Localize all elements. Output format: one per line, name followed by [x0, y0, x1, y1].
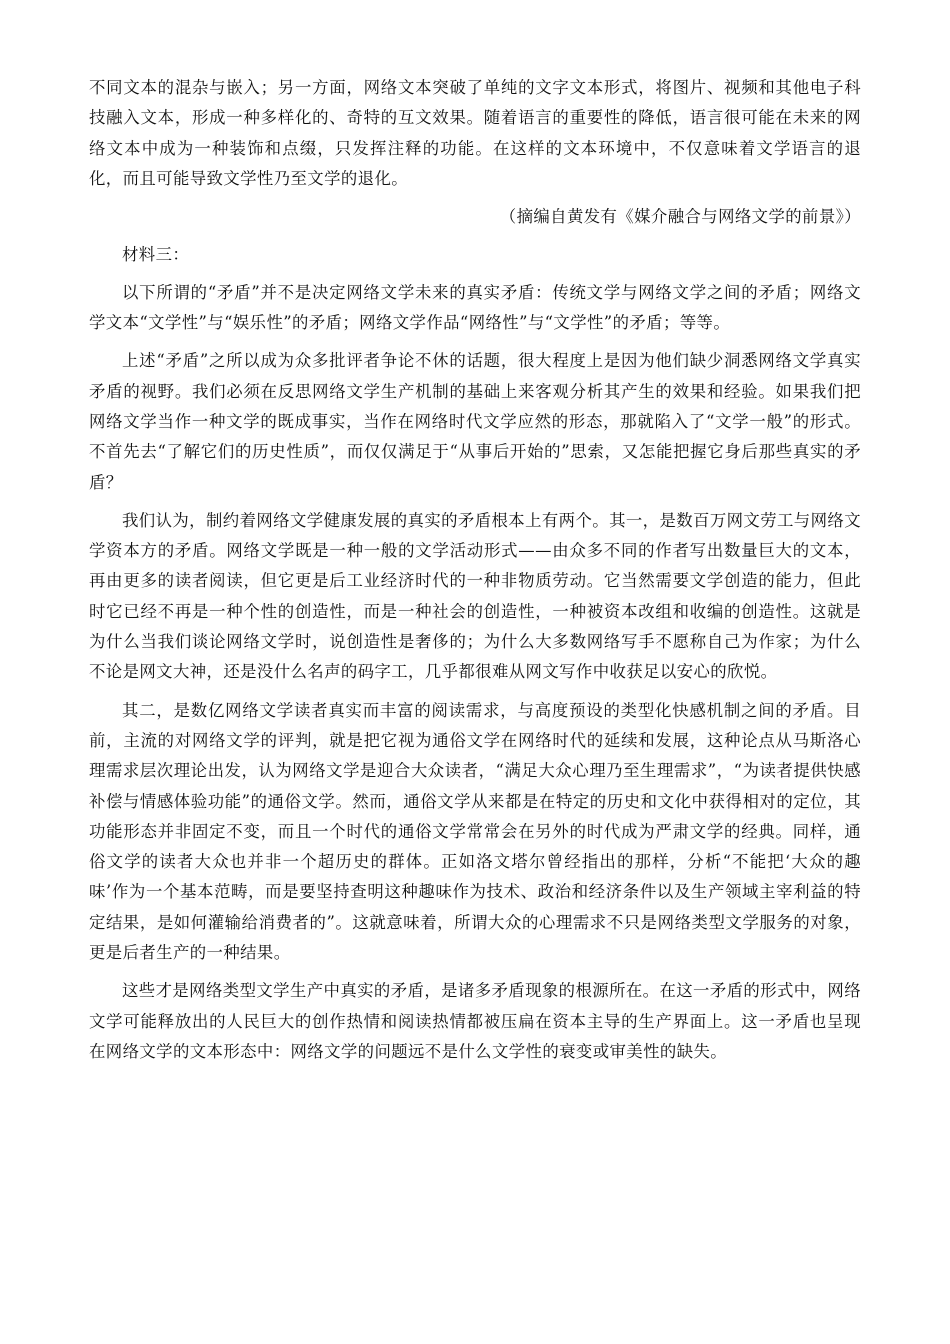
- body-paragraph-3: 我们认为，制约着网络文学健康发展的真实的矛盾根本上有两个。其一，是数百万网文劳工与网络文学资本方的矛盾。网络文学既是一种一般的文学活动形式——由众多不同的作者写出数量巨大的文本，再由更多的读者阅读，但它更是后工业经济时代的一种非物质劳动。它当然需要文学创造的能力，但此时它已经不再是一种个性的创造性，而是一种社会的创造性，一种被资本改组和收编的创造性。这就是为什么当我们谈论网络文学时，说创造性是奢侈的；为什么大多数网络写手不愿称自己为作家；为什么不论是网文大神，还是没什么名声的码字工，几乎都很难从网文写作中收获足以安心的欣悦。: [89, 510, 861, 682]
- body-paragraph-5: 这些才是网络类型文学生产中真实的矛盾，是诸多矛盾现象的根源所在。在这一矛盾的形式中，网络文学可能释放出的人民巨大的创作热情和阅读热情都被压扁在资本主导的生产界面上。这一矛盾也呈现在网络文学的文本形态中：网络文学的问题远不是什么文学性的衰变或审美性的缺失。: [89, 981, 861, 1061]
- section-heading: 材料三：: [122, 245, 190, 265]
- document-page: [89, 73, 861, 1067]
- intro-paragraph: 不同文本的混杂与嵌入；另一方面，网络文本突破了单纯的文字文本形式，将图片、视频和其他电子科技融入文本，形成一种多样化的、奇特的互文效果。随着语言的重要性的降低，语言很可能在未来的网络文本中成为一种装饰和点缀，只发挥注释的功能。在这样的文本环境中，不仅意味着文学语言的退化，而且可能导致文学性乃至文学的退化。: [89, 78, 861, 188]
- body-paragraph-2: 上述“矛盾”之所以成为众多批评者争论不休的话题，很大程度上是因为他们缺少洞悉网络文学真实矛盾的视野。我们必须在反思网络文学生产机制的基础上来客观分析其产生的效果和经验。如果我们把网络文学当作一种文学的既成事实，当作在网络时代文学应然的形态，那就陷入了“文学一般”的形式。不首先去“了解它们的历史性质”，而仅仅满足于“从事后开始的”思索，又怎能把握它身后那些真实的矛盾？: [89, 351, 861, 492]
- body-paragraph-4: 其二，是数亿网络文学读者真实而丰富的阅读需求，与高度预设的类型化快感机制之间的矛盾。目前，主流的对网络文学的评判，就是把它视为通俗文学在网络时代的延续和发展，这种论点从马斯洛心理需求层次理论出发，认为网络文学是迎合大众读者，“满足大众心理乃至生理需求”，“为读者提供快感补偿与情感体验功能”的通俗文学。然而，通俗文学从来都是在特定的历史和文化中获得相对的定位，其功能形态并非固定不变，而且一个时代的通俗文学常常会在另外的时代成为严肃文学的经典。同样，通俗文学的读者大众也并非一个超历史的群体。正如洛文塔尔曾经指出的那样，分析“不能把‘大众的趣味’作为一个基本范畴，而是要坚持查明这种趣味作为技术、政治和经济条件以及生产领域主宰利益的特定结果，是如何灌输给消费者的”。这就意味着，所谓大众的心理需求不只是网络类型文学服务的对象，更是后者生产的一种结果。: [89, 700, 861, 963]
- source-citation: （摘编自黄发有《媒介融合与网络文学的前景》）: [499, 207, 861, 227]
- body-paragraph-1: 以下所谓的“矛盾”并不是决定网络文学未来的真实矛盾：传统文学与网络文学之间的矛盾；网络文学文本“文学性”与“娱乐性”的矛盾；网络文学作品“网络性”与“文学性”的矛盾；等等。: [89, 282, 861, 333]
